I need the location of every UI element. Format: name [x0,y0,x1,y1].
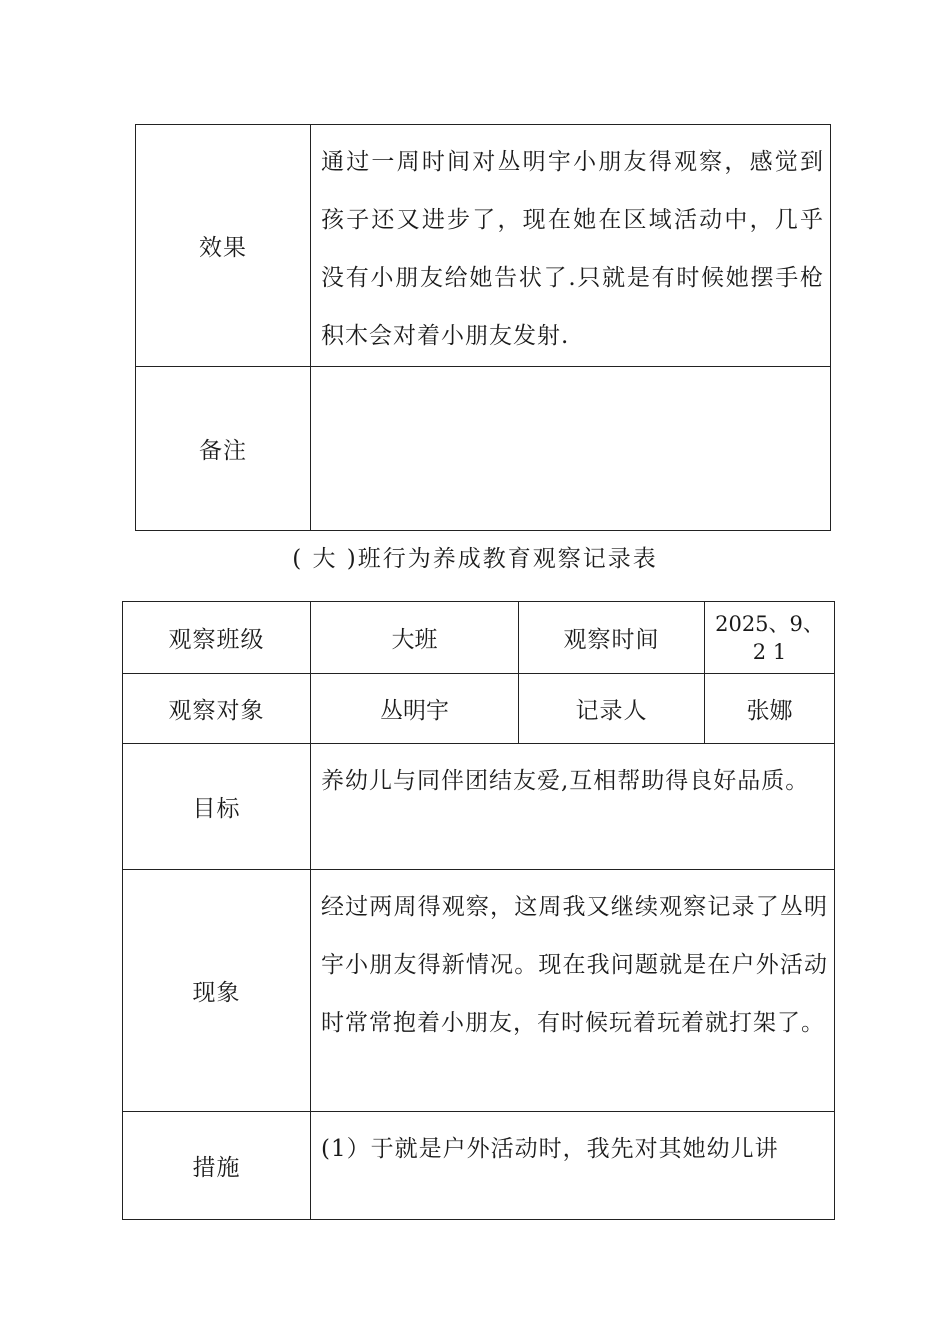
recorder-value: 张娜 [705,674,835,744]
subject-label: 观察对象 [123,674,311,744]
phenomenon-label: 现象 [123,870,311,1112]
class-label: 观察班级 [123,602,311,674]
form-title: ( 大 )班行为养成教育观察记录表 [292,546,658,572]
time-value-line2: 2 1 [752,639,787,664]
effect-text: 通过一周时间对丛明宇小朋友得观察，感觉到孩子还又进步了，现在她在区域活动中，几乎没有小朋友给她告状了.只就是有时候她摆手枪积木会对着小朋友发射. [311,125,831,367]
measures-label: 措施 [123,1112,311,1220]
subject-value: 丛明宇 [311,674,519,744]
time-value [705,602,835,674]
remarks-label: 备注 [136,367,311,531]
recorder-label: 记录人 [519,674,705,744]
class-value: 大班 [311,602,519,674]
goal-label: 目标 [123,744,311,870]
remarks-text [311,367,831,531]
effect-remarks-table [135,124,831,531]
observation-record-table [122,601,835,1220]
goal-text: 养幼儿与同伴团结友爱,互相帮助得良好品质。 [311,744,835,870]
phenomenon-text: 经过两周得观察，这周我又继续观察记录了丛明宇小朋友得新情况。现在我问题就是在户外活动时常常抱着小朋友，有时候玩着玩着就打架了。 [311,870,835,1112]
time-label: 观察时间 [519,602,705,674]
time-value-line1: 2025、9、 [715,611,824,636]
measures-text: (1）于就是户外活动时，我先对其她幼儿讲 [311,1112,835,1220]
effect-label: 效果 [136,125,311,367]
